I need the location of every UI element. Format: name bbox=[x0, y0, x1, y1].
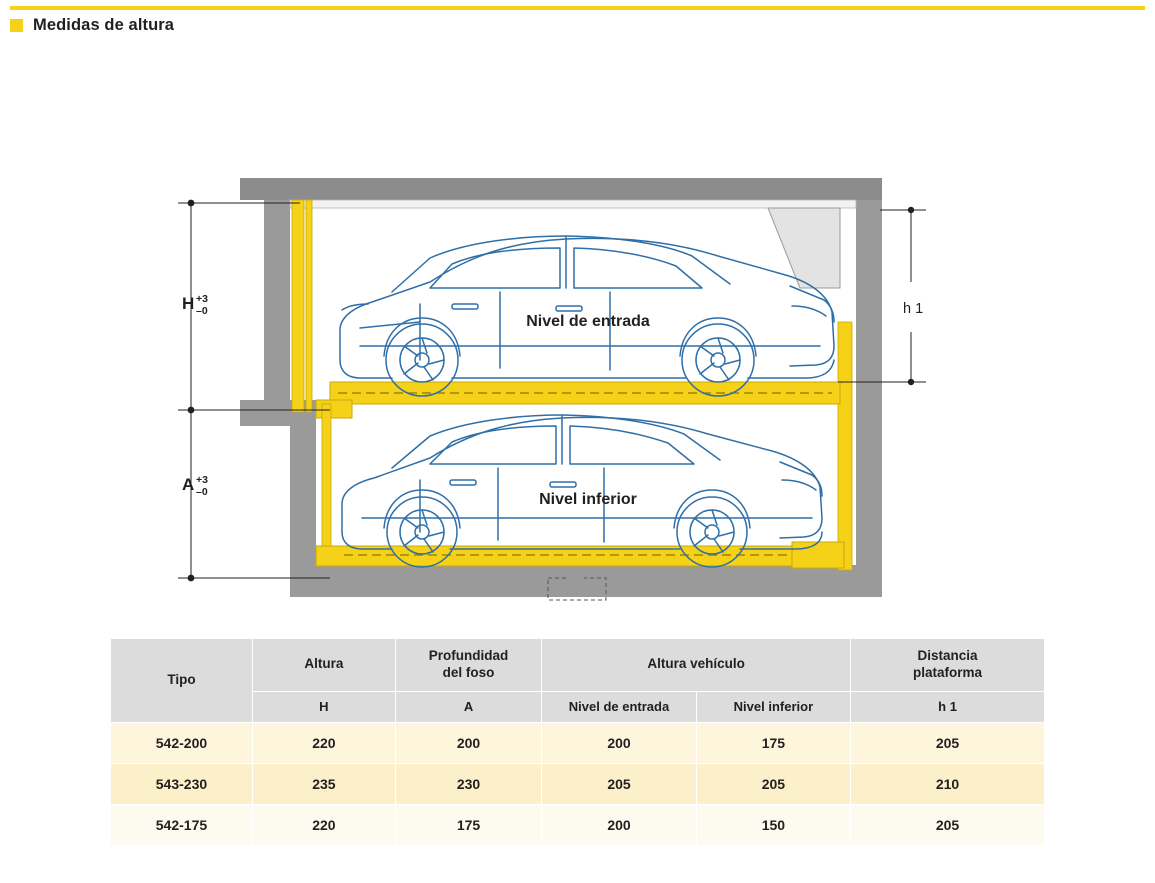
lift-platform-assembly bbox=[292, 200, 852, 570]
cell-nivel-entrada: 200 bbox=[542, 805, 697, 846]
subheader-altura-H: H bbox=[252, 691, 395, 722]
dimension-label-H bbox=[182, 293, 208, 317]
table-row bbox=[111, 723, 1045, 764]
cell-altura: 220 bbox=[252, 723, 395, 764]
dimension-label-A bbox=[182, 474, 208, 498]
cell-profundidad: 230 bbox=[395, 764, 541, 805]
svg-text:+3: +3 bbox=[196, 293, 208, 305]
dimension-label-h1: h 1 bbox=[903, 301, 924, 317]
header-profundidad: Profundidad del foso bbox=[395, 639, 541, 692]
cell-distancia: 210 bbox=[851, 764, 1045, 805]
subheader-profundidad-A: A bbox=[395, 691, 541, 722]
page-title: Medidas de altura bbox=[33, 16, 175, 34]
height-measurements-diagram bbox=[0, 60, 1155, 620]
cell-tipo: 542-175 bbox=[111, 805, 253, 846]
page-header bbox=[10, 16, 174, 35]
subheader-nivel-entrada: Nivel de entrada bbox=[542, 691, 697, 722]
cell-distancia: 205 bbox=[851, 805, 1045, 846]
header-tipo: Tipo bbox=[111, 639, 253, 723]
cell-altura: 235 bbox=[252, 764, 395, 805]
cell-profundidad: 200 bbox=[395, 723, 541, 764]
cell-nivel-inferior: 205 bbox=[696, 764, 850, 805]
cell-profundidad: 175 bbox=[395, 805, 541, 846]
header-altura-vehiculo: Altura vehículo bbox=[542, 639, 851, 692]
subheader-nivel-inferior: Nivel inferior bbox=[696, 691, 850, 722]
cell-nivel-entrada: 205 bbox=[542, 764, 697, 805]
cell-nivel-inferior: 175 bbox=[696, 723, 850, 764]
table-row bbox=[111, 764, 1045, 805]
cell-nivel-inferior: 150 bbox=[696, 805, 850, 846]
top-accent-rule bbox=[10, 6, 1145, 10]
label-entry-level: Nivel de entrada bbox=[526, 313, 650, 330]
table-header-row-main bbox=[111, 639, 1045, 692]
svg-text:H: H bbox=[182, 294, 195, 313]
cell-altura: 220 bbox=[252, 805, 395, 846]
header-altura: Altura bbox=[252, 639, 395, 692]
svg-text:A: A bbox=[182, 475, 195, 494]
table-row bbox=[111, 805, 1045, 846]
specifications-table-container bbox=[110, 638, 1045, 846]
svg-text:–0: –0 bbox=[196, 305, 208, 317]
svg-text:+3: +3 bbox=[196, 474, 208, 486]
header-bullet-icon bbox=[10, 19, 23, 32]
specifications-table bbox=[110, 638, 1045, 846]
svg-text:–0: –0 bbox=[196, 486, 208, 498]
cell-distancia: 205 bbox=[851, 723, 1045, 764]
subheader-distancia-h1: h 1 bbox=[851, 691, 1045, 722]
cell-tipo: 543-230 bbox=[111, 764, 253, 805]
header-distancia-plataforma: Distancia plataforma bbox=[851, 639, 1045, 692]
cell-nivel-entrada: 200 bbox=[542, 723, 697, 764]
cell-tipo: 542-200 bbox=[111, 723, 253, 764]
label-lower-level: Nivel inferior bbox=[539, 491, 637, 508]
